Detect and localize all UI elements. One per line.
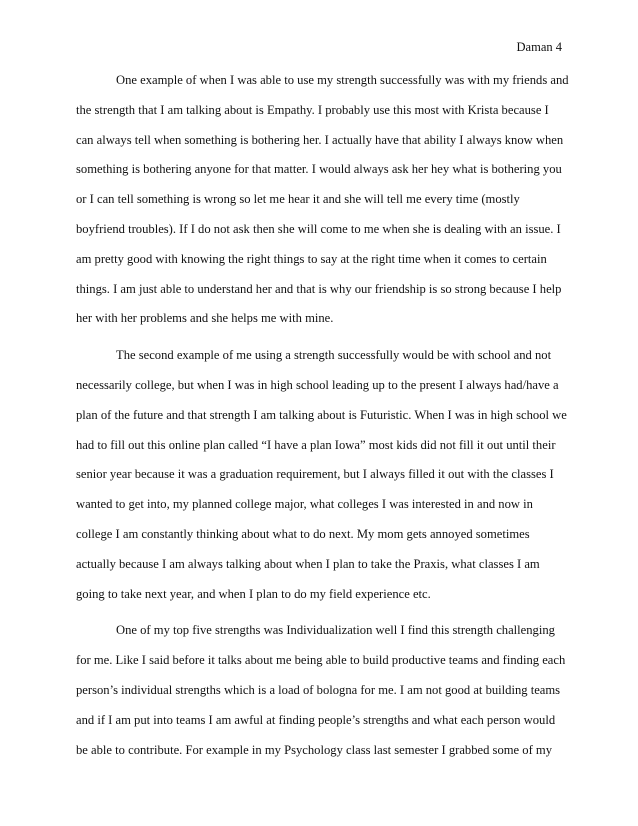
text-line: and if I am put into teams I am awful at finding people’s strengths and what each person would [76, 712, 556, 727]
text-line: wanted to get into, my planned college major, what colleges I was interested in and now in [76, 497, 533, 512]
text-line: necessarily college, but when I was in high school leading up to the present I always had/have a [76, 377, 559, 392]
text-line: going to take next year, and when I plan to do my field experience etc. [76, 586, 431, 601]
paragraph-3 [76, 623, 566, 772]
text-line: senior year because it was a graduation requirement, but I always filled it out with the classes I [76, 467, 554, 482]
running-header: Daman 4 [516, 40, 562, 54]
text-line: had to fill out this online plan called “I have a plan Iowa” most kids did not fill it out until their [76, 437, 556, 452]
text-line: person’s individual strengths which is a load of bologna for me. I am not good at building teams [76, 682, 561, 697]
text-line: be able to contribute. For example in my Psychology class last semester I grabbed some of my [76, 742, 553, 757]
text-line: The second example of me using a strength successfully would be with school and not [116, 348, 552, 363]
text-line: something is bothering anyone for that matter. I would always ask her hey what is bothering you [76, 162, 562, 177]
text-line: her with her problems and she helps me with mine. [76, 311, 334, 326]
document-body [76, 73, 569, 779]
paragraph-2 [76, 348, 567, 616]
text-line: One example of when I was able to use my strength successfully was with my friends and [116, 73, 569, 87]
text-line: college I am constantly thinking about what to do next. My mom gets annoyed sometimes [76, 526, 530, 541]
text-line: boyfriend troubles). If I do not ask then she will come to me when she is dealing with an issue. I [76, 221, 561, 236]
text-line: actually because I am always talking about when I plan to take the Praxis, what classes I am [76, 556, 540, 571]
text-line: am pretty good with knowing the right things to say at the right time when it comes to certain [76, 251, 547, 266]
text-line: the strength that I am talking about is Empathy. I probably use this most with Krista because I [76, 102, 549, 117]
text-line: One of my top five strengths was Individualization well I find this strength challenging [116, 623, 555, 638]
text-line: can always tell when something is bothering her. I actually have that ability I always know when [76, 132, 564, 147]
text-line: or I can tell something is wrong so let me hear it and she will tell me every time (mostly [76, 192, 520, 207]
text-line: things. I am just able to understand her and that is why our friendship is so strong because I help [76, 281, 562, 296]
text-line: plan of the future and that strength I am talking about is Futuristic. When I was in high school we [76, 407, 567, 422]
paragraph-1 [76, 73, 569, 341]
text-line: for me. Like I said before it talks about me being able to build productive teams and finding each [76, 653, 566, 668]
